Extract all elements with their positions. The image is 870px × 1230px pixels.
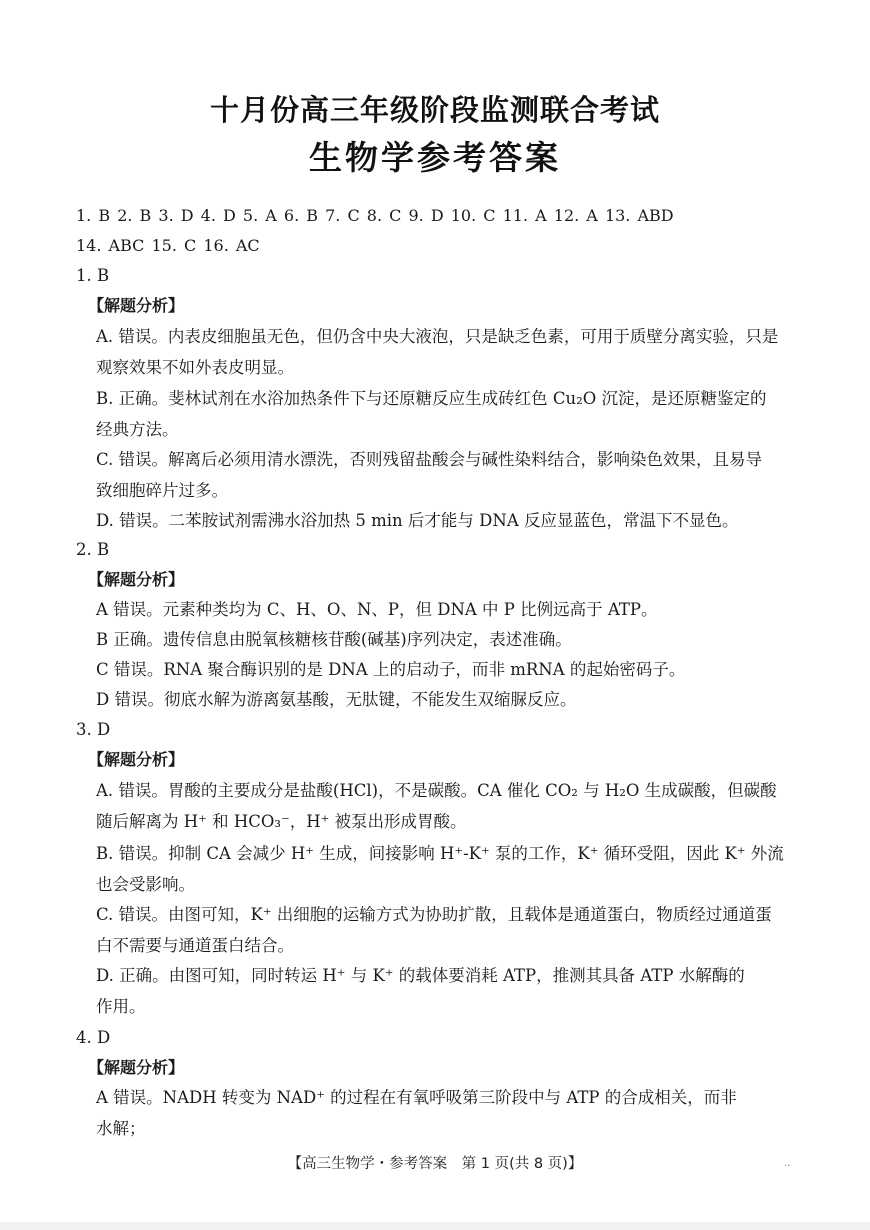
analysis-line: A 错误。NADH 转变为 NAD⁺ 的过程在有氧呼吸第三阶段中与 ATP 的合成相关，而非 — [96, 1088, 737, 1107]
analysis-heading: 【解题分析】 — [88, 296, 185, 315]
answer-key-title: 生物学参考答案 — [309, 138, 561, 177]
analysis-line: A. 错误。胃酸的主要成分是盐酸(HCl)，不是碳酸。CA 催化 CO₂ 与 H₂O 生成碳酸，但碳酸 — [96, 781, 777, 800]
analysis-line: 经典方法。 — [96, 420, 179, 439]
question-label: 1. B — [76, 266, 110, 285]
answer-summary-row-2: 14. ABC 15. C 16. AC — [76, 236, 260, 255]
page-footer: 【高三生物学・参考答案 第 1 页(共 8 页)】 — [287, 1156, 583, 1172]
analysis-heading: 【解题分析】 — [88, 1058, 185, 1077]
analysis-line: 观察效果不如外表皮明显。 — [96, 358, 294, 377]
analysis-line: B. 正确。斐林试剂在水浴加热条件下与还原糖反应生成砖红色 Cu₂O 沉淀，是还原糖鉴定的 — [96, 389, 767, 408]
analysis-heading: 【解题分析】 — [88, 750, 185, 769]
analysis-line: 作用。 — [96, 997, 146, 1016]
analysis-line: D. 正确。由图可知，同时转运 H⁺ 与 K⁺ 的载体要消耗 ATP，推测其具备 ATP 水解酶的 — [96, 966, 745, 985]
footer-dots: .. — [784, 1158, 791, 1169]
analysis-line: 也会受影响。 — [96, 875, 195, 894]
analysis-line: A 错误。元素种类均为 C、H、O、N、P，但 DNA 中 P 比例远高于 ATP。 — [96, 600, 658, 619]
analysis-line: 致细胞碎片过多。 — [96, 481, 228, 500]
question-label: 3. D — [76, 720, 111, 739]
analysis-line: B 正确。遗传信息由脱氧核糖核苷酸(碱基)序列决定，表述准确。 — [96, 630, 572, 649]
analysis-line: 水解； — [96, 1119, 146, 1138]
analysis-line: C. 错误。由图可知，K⁺ 出细胞的运输方式为协助扩散，且载体是通道蛋白，物质经过通道蛋 — [96, 905, 772, 924]
analysis-line: D. 错误。二苯胺试剂需沸水浴加热 5 min 后才能与 DNA 反应显蓝色，常温下不显色。 — [96, 511, 739, 530]
answer-summary-row-1: 1. B 2. B 3. D 4. D 5. A 6. B 7. C 8. C 9. D 10. C 11. A 12. A 13. ABD — [76, 206, 674, 225]
exam-title: 十月份高三年级阶段监测联合考试 — [209, 93, 660, 127]
analysis-line: C 错误。RNA 聚合酶识别的是 DNA 上的启动子，而非 mRNA 的起始密码子。 — [96, 660, 686, 679]
analysis-line: D 错误。彻底水解为游离氨基酸，无肽键，不能发生双缩脲反应。 — [96, 690, 577, 709]
analysis-line: C. 错误。解离后必须用清水漂洗，否则残留盐酸会与碱性染料结合，影响染色效果，且易导 — [96, 450, 763, 469]
analysis-line: 白不需要与通道蛋白结合。 — [96, 936, 294, 955]
analysis-line: B. 错误。抑制 CA 会减少 H⁺ 生成，间接影响 H⁺-K⁺ 泵的工作，K⁺ 循环受阻，因此 K⁺ 外流 — [96, 844, 784, 863]
page-bottom-edge — [0, 1222, 870, 1230]
analysis-heading: 【解题分析】 — [88, 570, 185, 589]
analysis-line: A. 错误。内表皮细胞虽无色，但仍含中央大液泡，只是缺乏色素，可用于质壁分离实验，只是 — [96, 327, 779, 346]
analysis-line: 随后解离为 H⁺ 和 HCO₃⁻，H⁺ 被泵出形成胃酸。 — [96, 812, 467, 831]
question-label: 4. D — [76, 1028, 111, 1047]
question-label: 2. B — [76, 540, 110, 559]
